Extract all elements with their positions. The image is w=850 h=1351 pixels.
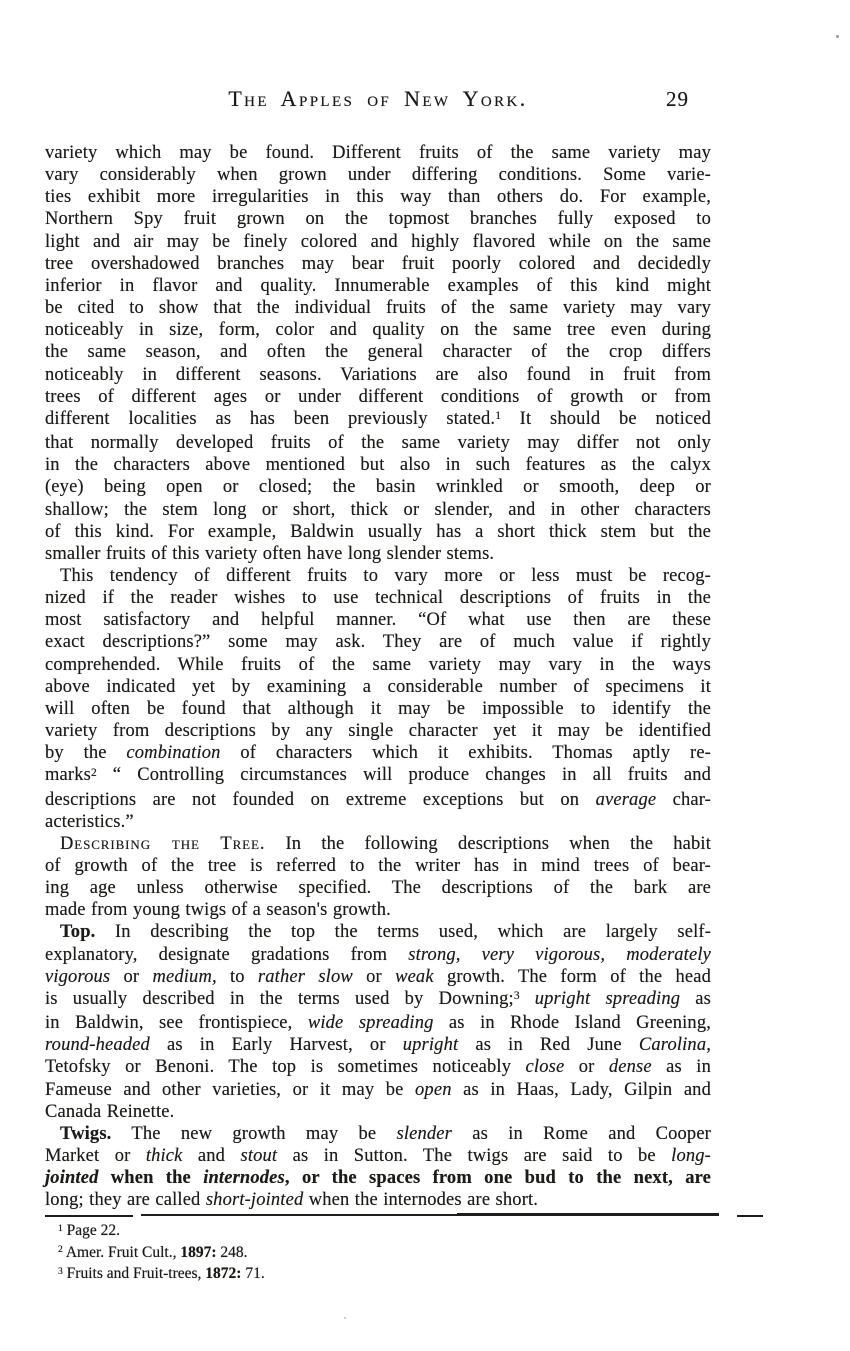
text-segment: medium, xyxy=(152,966,217,987)
text-segment: ties exhibit more irregularities in this way than others do. For example, xyxy=(45,187,711,208)
text-segment: long; they are called xyxy=(45,1190,206,1211)
text-line xyxy=(45,543,711,565)
text-segment: This tendency of different fruits to vary more or less must be recog- xyxy=(60,565,711,586)
text-segment: tree overshadowed branches may bear fruit poorly colored and decidedly xyxy=(45,253,711,274)
text-segment: Amer. Fruit Cult., xyxy=(62,1243,181,1261)
text-segment: descriptions are not founded on extreme exceptions but on xyxy=(45,789,596,810)
footnote-marker: 1 xyxy=(495,410,501,423)
text-line xyxy=(45,499,711,521)
text-segment: acteristics.” xyxy=(45,811,134,832)
scan-speck xyxy=(836,35,839,38)
text-segment: Describing the Tree. xyxy=(60,833,266,854)
text-line xyxy=(45,275,711,297)
text-line xyxy=(45,789,711,811)
text-segment: strong, very vigorous, moderately xyxy=(408,944,711,965)
text-segment: combination xyxy=(126,743,221,764)
text-segment: variety which may be found. Different fruits of the same variety may xyxy=(45,143,711,163)
text-line xyxy=(45,855,711,877)
text-segment: In the following descriptions when the habit xyxy=(265,833,711,854)
footnote-rule-segment xyxy=(457,1213,719,1216)
text-line xyxy=(45,609,711,631)
text-line xyxy=(45,521,711,543)
text-line xyxy=(45,811,711,833)
text-line xyxy=(45,253,711,275)
text-segment: Canada Reinette. xyxy=(45,1101,175,1122)
text-segment: most satisfactory and helpful manner. “Of what use then are these xyxy=(45,610,711,631)
text-segment: marks xyxy=(45,765,91,786)
text-segment: round-headed xyxy=(45,1035,150,1056)
text-segment: that normally developed fruits of the same variety may differ not only xyxy=(45,433,711,454)
text-segment: as in xyxy=(651,1057,711,1078)
footnote-rule-segment xyxy=(737,1215,763,1217)
paragraph xyxy=(45,565,711,833)
text-segment: Carolina, xyxy=(638,1035,711,1056)
text-segment: be cited to show that the individual fruits of the same variety may vary xyxy=(45,298,711,319)
text-line xyxy=(45,1034,711,1056)
text-segment: as in Red June xyxy=(458,1035,639,1056)
text-segment: average xyxy=(595,789,657,810)
text-line xyxy=(45,1079,711,1101)
footnote-marker: 3 xyxy=(58,1265,63,1277)
text-line xyxy=(45,408,711,432)
text-line xyxy=(45,944,711,966)
text-segment: Page 22. xyxy=(62,1222,121,1239)
text-segment: weak xyxy=(395,966,434,987)
text-line xyxy=(45,877,711,899)
text-segment: above indicated yet by examining a considerable number of specimens it xyxy=(45,676,711,697)
text-line xyxy=(45,764,711,788)
footnote-marker: 2 xyxy=(58,1244,63,1256)
text-segment: slender xyxy=(396,1123,453,1144)
running-head-title: The Apples of New York. xyxy=(228,86,528,111)
page-number: 29 xyxy=(666,87,689,111)
text-segment: 1897: xyxy=(180,1243,217,1261)
page-header xyxy=(45,86,711,114)
text-line xyxy=(45,164,711,186)
footnotes-block xyxy=(45,1221,717,1286)
text-line xyxy=(45,676,711,698)
text-segment: smaller fruits of this variety often have long slender stems. xyxy=(45,543,495,564)
text-segment: stout xyxy=(240,1146,278,1167)
text-segment: vary considerably when grown under differing conditions. Some varie- xyxy=(45,165,711,186)
text-segment: long- xyxy=(671,1146,711,1167)
text-segment: noticeably in size, form, color and quality on the same tree even during xyxy=(45,320,711,341)
text-line xyxy=(45,1012,711,1034)
text-line xyxy=(45,386,711,408)
text-segment: Top. xyxy=(60,922,96,943)
text-segment: The new growth may be xyxy=(111,1123,397,1144)
text-segment: as in Early Harvest, or xyxy=(149,1035,403,1056)
text-line xyxy=(45,1101,711,1123)
text-line xyxy=(45,966,711,988)
text-segment: It should be noticed xyxy=(500,408,711,429)
text-segment: as xyxy=(680,988,712,1009)
text-segment: (eye) being open or closed; the basin wrinkled or smooth, deep or xyxy=(45,477,711,498)
text-segment: short-jointed xyxy=(205,1190,304,1211)
text-line xyxy=(45,833,711,855)
paragraph xyxy=(45,833,711,922)
text-segment: internodes xyxy=(203,1168,285,1189)
text-line xyxy=(45,720,711,742)
text-segment: light and air may be finely colored and highly flavored while on the same xyxy=(45,231,711,252)
text-segment: as in Haas, Lady, Gilpin and xyxy=(451,1079,711,1100)
text-line xyxy=(45,231,711,253)
text-line xyxy=(45,297,711,319)
paragraph xyxy=(45,1123,711,1212)
paragraph xyxy=(45,142,711,565)
text-segment: trees of different ages or under different conditions of growth or from xyxy=(45,386,711,407)
text-line xyxy=(45,454,711,476)
text-line xyxy=(45,142,711,164)
text-line xyxy=(45,1056,711,1078)
footnote xyxy=(45,1264,717,1286)
text-segment: or xyxy=(564,1057,609,1078)
text-segment: explanatory, designate gradations from xyxy=(45,944,409,965)
text-line xyxy=(45,654,711,676)
text-segment: when the xyxy=(98,1168,204,1189)
text-segment: as in Rhode Island Greening, xyxy=(433,1013,711,1034)
text-segment: of this kind. For example, Baldwin usually has a short thick stem but the xyxy=(45,521,711,542)
text-segment: to xyxy=(216,966,258,987)
text-segment: by the xyxy=(45,743,127,764)
text-segment: exact descriptions?” some may ask. They are of much value if rightly xyxy=(45,632,711,653)
text-segment: in the characters above mentioned but also in such features as the calyx xyxy=(45,455,711,476)
text-segment: char- xyxy=(656,789,711,810)
text-line xyxy=(45,742,711,764)
text-segment: rather slow xyxy=(257,966,353,987)
text-segment: different localities as has been previously stated. xyxy=(45,408,496,429)
paragraph xyxy=(45,921,711,1122)
text-line xyxy=(45,432,711,454)
text-segment: ing age unless otherwise specified. The descriptions of the bark are xyxy=(45,878,711,899)
text-segment: Market or xyxy=(45,1146,146,1167)
text-line xyxy=(45,1123,711,1145)
text-line xyxy=(45,921,711,943)
text-segment: 248. xyxy=(216,1243,248,1261)
footnote-marker: 3 xyxy=(513,990,520,1003)
text-segment: variety from descriptions by any single character yet it may be identified xyxy=(45,721,711,742)
text-segment: is usually described in the terms used by Downing; xyxy=(45,988,514,1009)
text-segment: thick xyxy=(145,1146,183,1167)
text-segment: when the internodes are short. xyxy=(303,1190,539,1211)
text-segment: shallow; the stem long or short, thick or slender, and in other characters xyxy=(45,499,711,520)
text-segment: and xyxy=(182,1146,241,1167)
page-body xyxy=(45,142,711,1212)
footnote-marker: 1 xyxy=(58,1222,63,1234)
footnote-rule-segment xyxy=(45,1215,133,1217)
text-segment: comprehended. While fruits of the same variety may vary in the ways xyxy=(45,654,711,675)
footnote-rule xyxy=(45,1212,775,1218)
text-line xyxy=(45,698,711,720)
text-segment: of growth of the tree is referred to the writer has in mind trees of bear- xyxy=(45,856,711,876)
text-segment: dense xyxy=(608,1057,652,1078)
text-segment: wide spreading xyxy=(307,1013,434,1034)
text-segment: or xyxy=(110,966,153,987)
text-line xyxy=(45,565,711,587)
text-line xyxy=(45,208,711,230)
text-segment: 71. xyxy=(241,1265,265,1282)
text-line xyxy=(45,186,711,208)
text-line xyxy=(45,364,711,386)
text-segment: , or the spaces from one bud to the next, are xyxy=(284,1168,711,1189)
text-segment: noticeably in different seasons. Variations are also found in fruit from xyxy=(45,364,711,385)
text-line xyxy=(45,1145,711,1167)
text-segment: nized if the reader wishes to use technical descriptions of fruits in the xyxy=(45,588,711,609)
text-line xyxy=(45,988,711,1012)
text-segment: Twigs. xyxy=(60,1123,112,1144)
text-segment: open xyxy=(415,1079,452,1100)
text-segment: growth. The form of the head xyxy=(433,966,711,987)
text-segment: upright xyxy=(402,1035,459,1056)
text-segment: or xyxy=(352,966,396,987)
text-segment: in Baldwin, see frontispiece, xyxy=(45,1013,308,1034)
text-line xyxy=(45,319,711,341)
text-segment: of characters which it exhibits. Thomas aptly re- xyxy=(220,743,711,764)
text-line xyxy=(45,1167,711,1189)
text-line xyxy=(45,587,711,609)
text-segment xyxy=(520,989,535,1009)
footnote xyxy=(45,1243,717,1265)
text-segment: will often be found that although it may be impossible to identify the xyxy=(45,698,711,719)
text-segment: as in Rome and Cooper xyxy=(452,1123,711,1144)
text-line xyxy=(45,631,711,653)
text-segment: Fameuse and other varieties, or it may be xyxy=(45,1079,416,1100)
text-line xyxy=(45,899,711,921)
text-segment: close xyxy=(525,1057,565,1078)
text-line xyxy=(45,1189,711,1211)
text-segment: jointed xyxy=(45,1168,99,1189)
text-segment: upright spreading xyxy=(534,988,681,1009)
footnote-marker: 2 xyxy=(90,766,97,779)
text-segment: inferior in flavor and quality. Innumerable examples of this kind might xyxy=(45,275,711,296)
text-segment: the same season, and often the general character of the crop differs xyxy=(45,342,711,363)
text-segment: Northern Spy fruit grown on the topmost branches fully exposed to xyxy=(45,209,711,230)
text-segment: made from young twigs of a season's growth. xyxy=(45,900,391,921)
footnote xyxy=(45,1221,717,1243)
text-segment: “ Controlling circumstances will produce changes in all fruits and xyxy=(96,765,711,786)
scan-speck xyxy=(344,1317,346,1319)
text-segment: vigorous xyxy=(45,966,111,987)
text-segment: Tetofsky or Benoni. The top is sometimes noticeably xyxy=(45,1057,526,1078)
text-segment: as in Sutton. The twigs are said to be xyxy=(277,1146,672,1167)
text-line xyxy=(45,341,711,363)
footnote-rule-segment xyxy=(141,1214,461,1216)
text-segment: 1872: xyxy=(205,1265,242,1282)
text-segment: In describing the top the terms used, which are largely self- xyxy=(95,922,711,943)
text-segment: Fruits and Fruit-trees, xyxy=(62,1265,206,1282)
text-line xyxy=(45,476,711,498)
